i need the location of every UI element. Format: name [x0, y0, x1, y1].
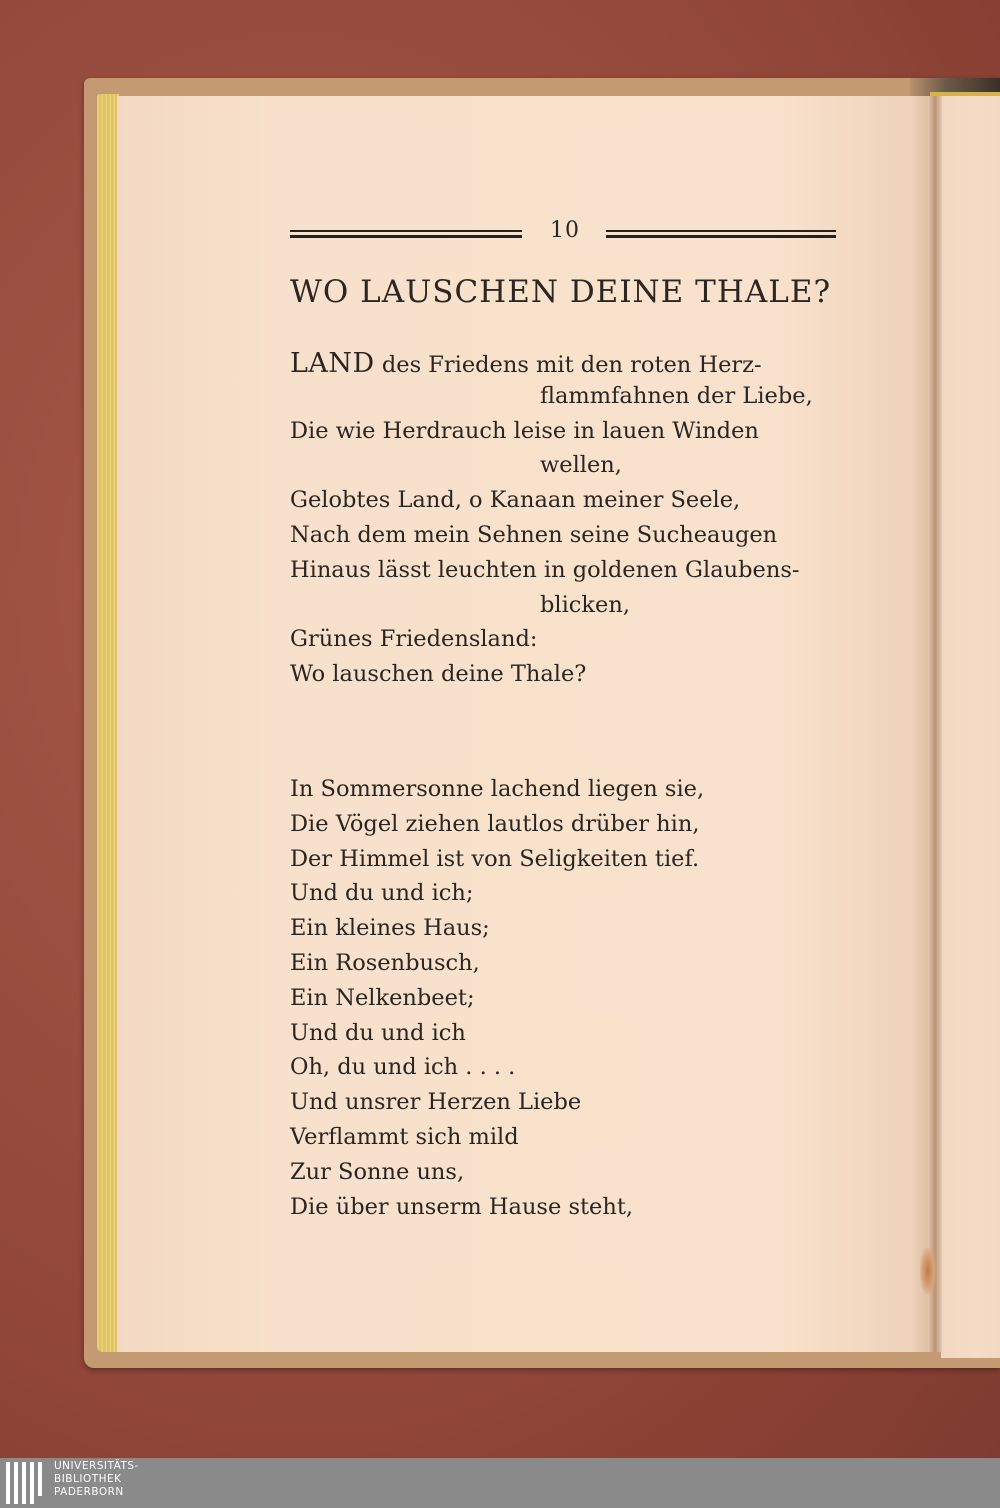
- poem-line: flammfahnen der Liebe,: [540, 382, 813, 409]
- poem-line: Die über unserm Hause steht,: [290, 1193, 634, 1220]
- poem-line: Die Vögel ziehen lautlos drüber hin,: [290, 810, 700, 837]
- page-number: 10: [550, 218, 580, 243]
- header-rule-left: [290, 230, 522, 239]
- poem-line: In Sommersonne lachend liegen sie,: [290, 776, 705, 802]
- page-edges: [97, 94, 119, 1352]
- line-text: des Friedens mit den roten Herz-: [374, 352, 762, 378]
- library-footer: [0, 1458, 1000, 1508]
- poem-line: Ein kleines Haus;: [290, 915, 490, 942]
- poem-line: Und du und ich: [290, 1019, 466, 1046]
- poem-line: Hinaus lässt leuchten in goldenen Glaubens-: [290, 556, 800, 583]
- poem-line: Nach dem mein Sehnen seine Sucheaugen: [290, 522, 778, 548]
- poem-line: Zur Sonne uns,: [290, 1158, 465, 1185]
- poem-line: Und du und ich;: [290, 880, 474, 907]
- poem-line: blicken,: [540, 591, 630, 618]
- poem-title: WO LAUSCHEN DEINE THALE?: [290, 274, 832, 310]
- initial-word: LAND: [290, 348, 375, 379]
- library-logo-icon: [6, 1462, 46, 1504]
- poem-line: wellen,: [540, 452, 622, 479]
- poem-line: Der Himmel ist von Seligkeiten tief.: [290, 845, 700, 872]
- poem-line: Ein Rosenbusch,: [290, 950, 480, 976]
- poem-line: Gelobtes Land, o Kanaan meiner Seele,: [290, 487, 741, 514]
- header-rule-right: [606, 230, 836, 239]
- poem-line: Oh, du und ich . . . .: [290, 1054, 516, 1081]
- poem-line: Und unsrer Herzen Liebe: [290, 1089, 582, 1116]
- poem-line: Grünes Friedensland:: [290, 626, 538, 653]
- poem-line: Ein Nelkenbeet;: [290, 984, 475, 1011]
- book-gutter: [928, 96, 942, 1352]
- poem-line: Die wie Herdrauch leise in lauen Winden: [290, 417, 759, 444]
- right-page: [941, 96, 1000, 1358]
- paper-stain: [920, 1248, 936, 1294]
- poem-line: Wo lauschen deine Thale?: [290, 661, 587, 688]
- poem-line: [290, 348, 762, 379]
- library-logo-text: UNIVERSITÄTS- BIBLIOTHEK PADERBORN: [54, 1460, 139, 1498]
- poem-line: Verflammt sich mild: [290, 1124, 519, 1150]
